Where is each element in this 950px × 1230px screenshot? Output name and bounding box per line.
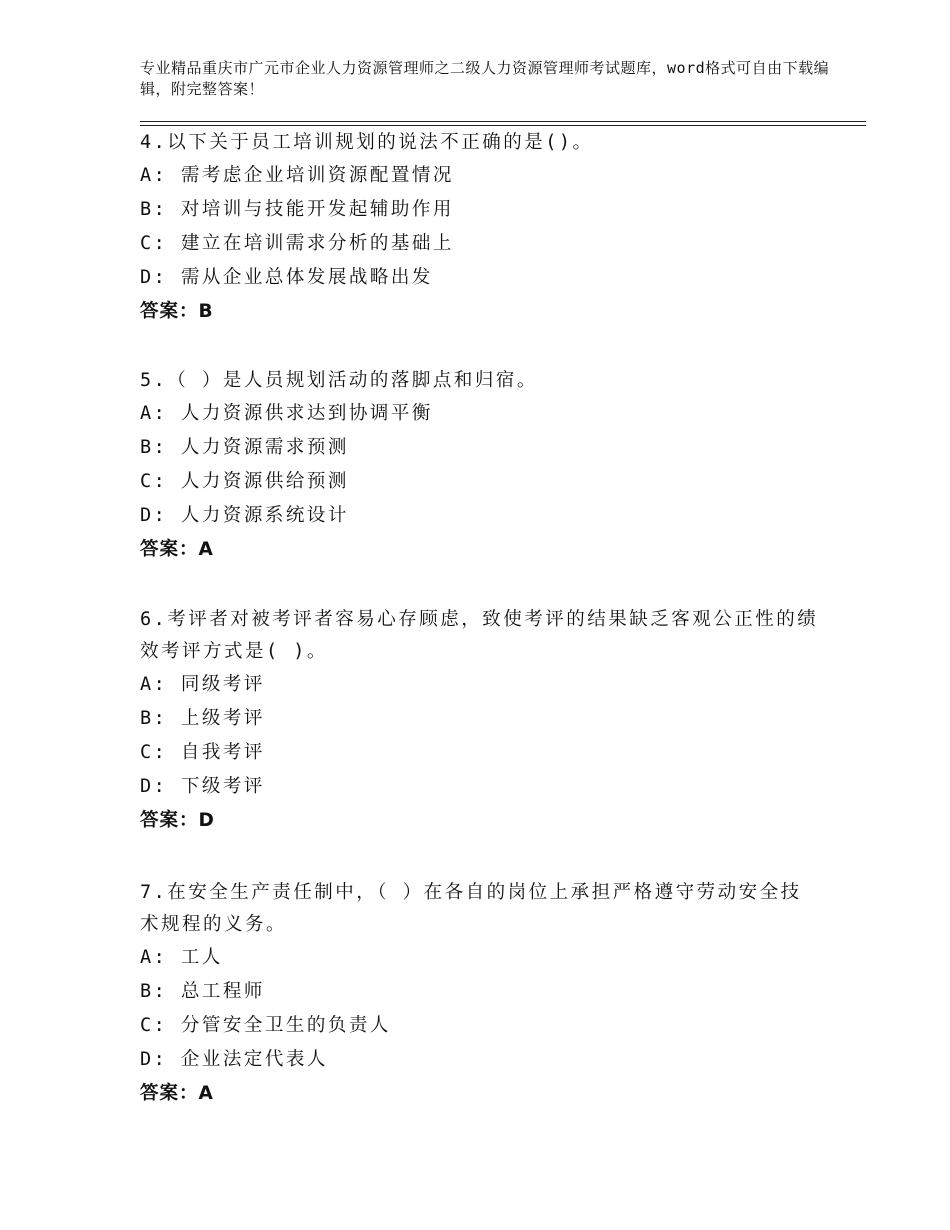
question-stem: 4.以下关于员工培训规划的说法不正确的是()。 [140,132,594,153]
option-d: D: 人力资源系统设计 [140,505,349,526]
option-a: A: 人力资源供求达到协调平衡 [140,403,433,424]
option-c: C: 人力资源供给预测 [140,471,349,492]
document-header: 专业精品重庆市广元市企业人力资源管理师之二级人力资源管理师考试题库，word格式可自由下载编辑，附完整答案！ [140,59,830,98]
option-b: B: 对培训与技能开发起辅助作用 [140,199,454,220]
option-c: C: 自我考评 [140,742,265,763]
question-stem: 6.考评者对被考评者容易心存顾虑，致使考评的结果缺乏客观公正性的绩效考评方式是( )。 [140,609,819,662]
option-a: A: 工人 [140,947,223,968]
answer: 答案：B [140,301,214,322]
question-4 [140,127,820,329]
option-a: A: 同级考评 [140,674,265,695]
answer: 答案：A [140,539,214,560]
option-c: C: 建立在培训需求分析的基础上 [140,233,454,254]
answer: 答案：D [140,810,215,831]
header-divider-bottom [140,125,866,126]
option-b: B: 上级考评 [140,708,265,729]
question-stem: 7.在安全生产责任制中，（ ）在各自的岗位上承担严格遵守劳动安全技术规程的义务。 [140,882,802,935]
option-b: B: 总工程师 [140,981,265,1002]
option-a: A: 需考虑企业培训资源配置情况 [140,165,454,186]
question-stem: 5.（ ）是人员规划活动的落脚点和归宿。 [140,370,538,391]
option-d: D: 下级考评 [140,776,265,797]
option-d: D: 需从企业总体发展战略出发 [140,267,433,288]
option-c: C: 分管安全卫生的负责人 [140,1015,391,1036]
option-b: B: 人力资源需求预测 [140,437,349,458]
header-divider-top [140,121,866,122]
question-6 [140,604,820,838]
option-d: D: 企业法定代表人 [140,1049,328,1070]
question-5 [140,365,820,567]
question-7 [140,877,820,1111]
answer: 答案：A [140,1083,214,1104]
